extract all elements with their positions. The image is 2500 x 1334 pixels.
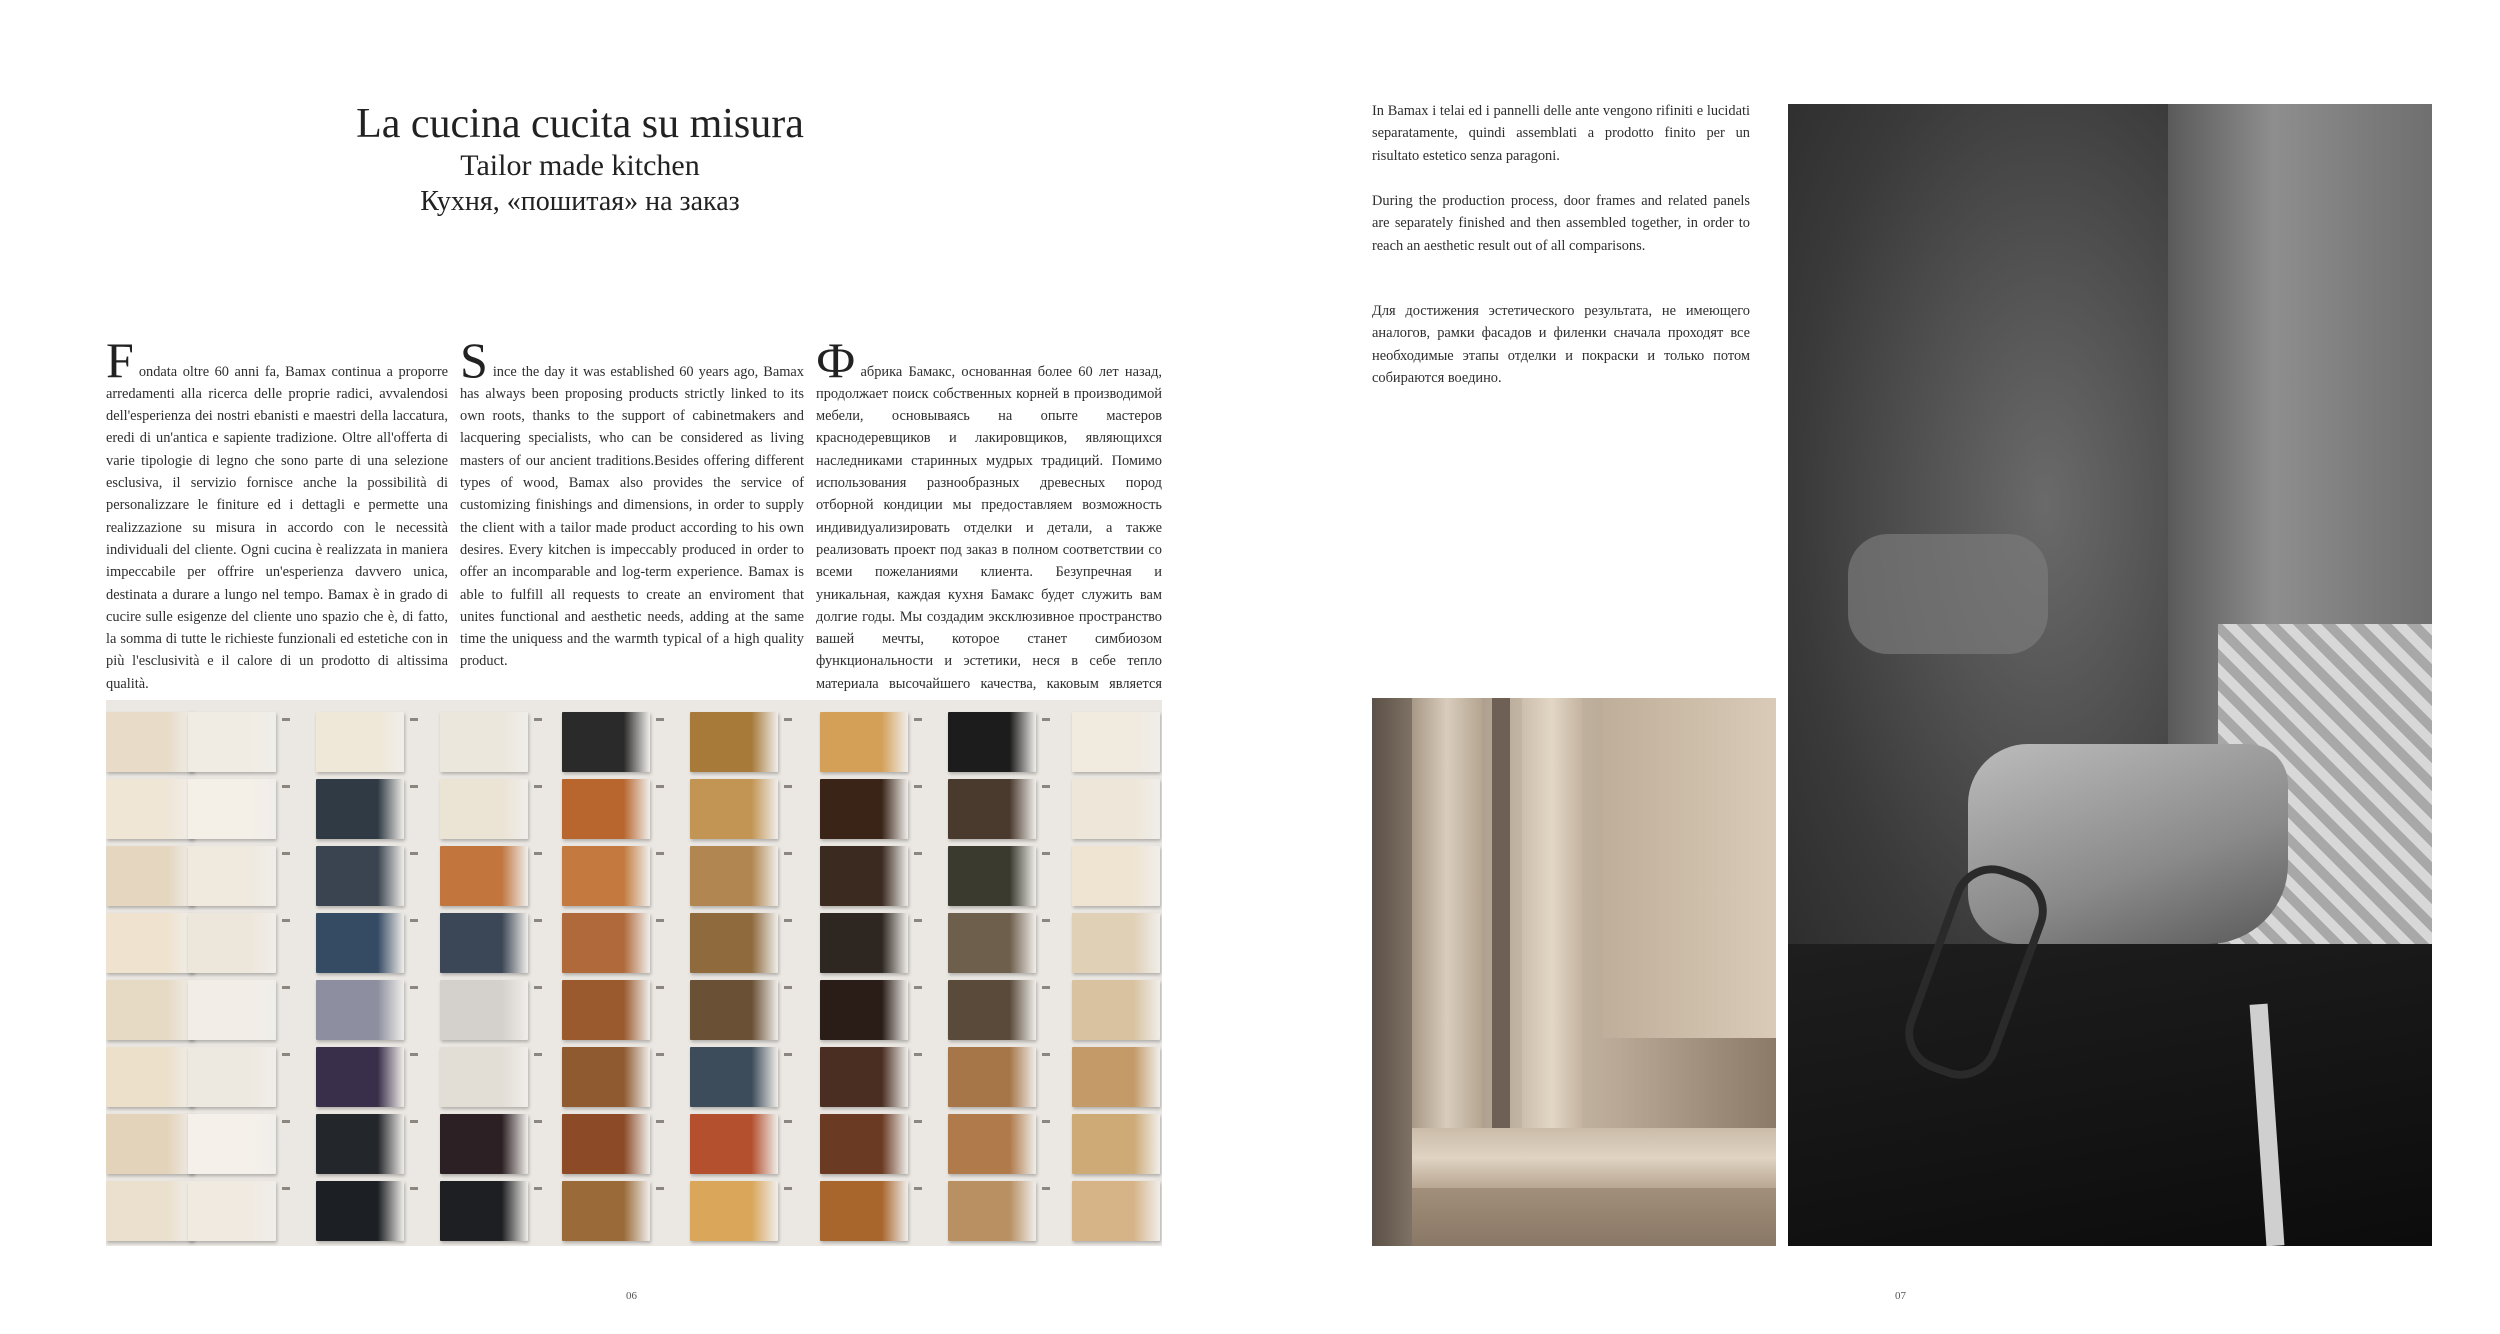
title-italian: La cucina cucita su misura	[356, 101, 804, 147]
sample-code-tag	[656, 852, 664, 855]
wood-sample-swatch	[562, 1114, 650, 1174]
wood-sample-swatch	[188, 779, 276, 839]
sample-code-tag	[914, 1187, 922, 1190]
sample-code-tag	[534, 1120, 542, 1123]
title-english: Tailor made kitchen	[460, 149, 700, 182]
wood-sample-swatch	[316, 846, 404, 906]
wood-sample-swatch	[188, 1114, 276, 1174]
wood-sample-swatch	[316, 1047, 404, 1107]
sample-code-tag	[1042, 852, 1050, 855]
wood-sample-swatch	[1072, 1047, 1160, 1107]
wood-sample-swatch	[820, 846, 908, 906]
wood-sample-swatch	[562, 1181, 650, 1241]
wood-sample-swatch	[690, 779, 778, 839]
wood-sample-swatch	[1072, 913, 1160, 973]
sample-code-tag	[914, 718, 922, 721]
sample-code-tag	[534, 785, 542, 788]
wood-sample-swatch	[440, 1114, 528, 1174]
wood-sample-swatch	[440, 980, 528, 1040]
english-text: ince the day it was established 60 years ago, Bamax has always been proposing products strictly linked to its own roots, thanks to the support of cabinetmakers and lacquering specialists, who can be considered as living masters of our ancient traditions.Besides offering different types of wood, Bamax also provides the service of customizing finishings and dimensions, in order to supply the client with a tailor made product according to his own desires. Every kitchen is impeccably produced in order to offer an incomparable and log-term experience. Bamax is able to fulfill all requests to create an enviroment that unites functional and aesthetic needs, adding at the same time the uniquess and the warmth typical of a high quality product.	[460, 363, 804, 670]
wood-sample-swatch	[948, 1181, 1036, 1241]
sample-code-tag	[410, 919, 418, 922]
sample-code-tag	[784, 1120, 792, 1123]
sample-code-tag	[534, 986, 542, 989]
wood-sample-swatch	[948, 1114, 1036, 1174]
wood-sample-swatch	[690, 712, 778, 772]
wood-sample-swatch	[1072, 779, 1160, 839]
sample-code-tag	[410, 986, 418, 989]
sample-code-tag	[534, 1187, 542, 1190]
wood-sample-swatch	[316, 913, 404, 973]
wood-sample-swatch	[562, 1047, 650, 1107]
sample-code-tag	[282, 1120, 290, 1123]
sample-code-tag	[656, 986, 664, 989]
sample-code-tag	[282, 1187, 290, 1190]
wood-sample-swatch	[1072, 846, 1160, 906]
wood-sample-swatch	[690, 1047, 778, 1107]
wood-sample-swatch	[948, 712, 1036, 772]
wood-sample-swatch	[440, 846, 528, 906]
sample-code-tag	[784, 919, 792, 922]
sample-code-tag	[914, 852, 922, 855]
page-number-left: 06	[626, 1290, 637, 1302]
sample-code-tag	[534, 1053, 542, 1056]
russian-column	[816, 316, 1162, 717]
wood-sample-swatch	[820, 1181, 908, 1241]
wood-sample-swatch	[106, 779, 194, 839]
wood-sample-swatch	[562, 980, 650, 1040]
sample-code-tag	[656, 718, 664, 721]
sample-code-tag	[914, 986, 922, 989]
wood-sample-swatch	[106, 712, 194, 772]
sample-code-tag	[784, 1053, 792, 1056]
wood-sample-swatch	[440, 779, 528, 839]
sample-code-tag	[1042, 1120, 1050, 1123]
sample-code-tag	[656, 785, 664, 788]
wood-finish-samples-photo	[106, 700, 1162, 1246]
sample-code-tag	[784, 986, 792, 989]
wood-sample-swatch	[820, 1047, 908, 1107]
sample-code-tag	[534, 919, 542, 922]
wood-sample-swatch	[690, 1114, 778, 1174]
craftsman-cutting-fabric-bw-photo	[1788, 104, 2432, 1246]
wood-sample-swatch	[820, 779, 908, 839]
right-text-english: During the production process, door frames and related panels are separately finished and then assembled together, in order to reach an aesthetic result out of all comparisons.	[1372, 193, 1750, 254]
wood-sample-swatch	[1072, 712, 1160, 772]
wood-sample-swatch	[106, 980, 194, 1040]
sample-code-tag	[784, 1187, 792, 1190]
sample-code-tag	[1042, 1187, 1050, 1190]
wood-sample-swatch	[316, 712, 404, 772]
wood-sample-swatch	[820, 980, 908, 1040]
sample-code-tag	[914, 919, 922, 922]
sample-code-tag	[282, 986, 290, 989]
sample-code-tag	[784, 718, 792, 721]
wood-sample-swatch	[188, 980, 276, 1040]
wood-sample-swatch	[948, 913, 1036, 973]
dropcap-english: S	[460, 332, 488, 389]
wood-sample-swatch	[188, 1181, 276, 1241]
wood-sample-swatch	[948, 846, 1036, 906]
italian-text: ondata oltre 60 anni fa, Bamax continua a proporre arredamenti alla ricerca delle proprie radici, avvalendosi dell'esperienza dei nostri ebanisti e maestri della laccatura, eredi di un'antica e sapiente tradizione. Oltre all'offerta di varie tipologie di legno che sono parte di una selezione esclusiva, il servizio fornisce anche la possibilità di personalizzare le finiture ed i dettagli e permette una realizzazione su misura in accordo con le necessità individuali del cliente. Ogni cucina è realizzata in maniera impeccabile per offrire un'esperienza davvero unica, destinata a durare a lungo nel tempo. Bamax è in grado di cucire sulle esigenze del cliente uno spazio che è, di fatto, la somma di tutte le richieste funzionali ed estetiche con in più l'esclusività e il calore di un prodotto di altissima qualità.	[106, 363, 448, 692]
wood-sample-swatch	[188, 712, 276, 772]
italian-column	[106, 316, 448, 695]
wood-sample-swatch	[690, 1181, 778, 1241]
wood-sample-swatch	[316, 1181, 404, 1241]
wood-sample-swatch	[820, 913, 908, 973]
sample-code-tag	[656, 1120, 664, 1123]
wood-sample-swatch	[440, 712, 528, 772]
sample-code-tag	[784, 785, 792, 788]
wood-sample-swatch	[562, 846, 650, 906]
right-text-russian: Для достижения эстетического результата, не имеющего аналогов, рамки фасадов и филенки сначала проходят все необходимые этапы отделки и покраски и только потом собираются воедино.	[1372, 303, 1750, 386]
sample-code-tag	[1042, 718, 1050, 721]
sample-code-tag	[410, 718, 418, 721]
wood-sample-swatch	[948, 779, 1036, 839]
wood-sample-swatch	[188, 846, 276, 906]
sample-code-tag	[656, 919, 664, 922]
wood-sample-swatch	[562, 712, 650, 772]
sample-code-tag	[784, 852, 792, 855]
wood-sample-swatch	[188, 1047, 276, 1107]
sample-code-tag	[914, 785, 922, 788]
page-number-right: 07	[1895, 1290, 1906, 1302]
wood-sample-swatch	[188, 913, 276, 973]
sample-code-tag	[534, 718, 542, 721]
wood-sample-swatch	[106, 1114, 194, 1174]
wood-sample-swatch	[440, 1047, 528, 1107]
right-text-italian: In Bamax i telai ed i pannelli delle ante vengono rifiniti e lucidati separatamente, quindi assemblati a prodotto finito per un risultato estetico senza paragoni.	[1372, 103, 1750, 164]
sample-code-tag	[282, 852, 290, 855]
wood-sample-swatch	[106, 913, 194, 973]
wood-sample-swatch	[106, 1181, 194, 1241]
sample-code-tag	[410, 1053, 418, 1056]
title-russian: Кухня, «пошитая» на заказ	[420, 186, 740, 217]
sample-code-tag	[656, 1187, 664, 1190]
sample-code-tag	[282, 785, 290, 788]
wood-sample-swatch	[106, 1047, 194, 1107]
sample-code-tag	[914, 1120, 922, 1123]
wood-sample-swatch	[440, 913, 528, 973]
wood-sample-swatch	[948, 980, 1036, 1040]
wood-sample-swatch	[690, 846, 778, 906]
wood-sample-swatch	[316, 980, 404, 1040]
door-frame-closeup-photo	[1372, 698, 1776, 1246]
dropcap-russian: Ф	[816, 332, 856, 389]
wood-sample-swatch	[316, 779, 404, 839]
dropcap-italian: F	[106, 332, 134, 389]
wood-sample-swatch	[562, 913, 650, 973]
sample-code-tag	[1042, 919, 1050, 922]
wood-sample-swatch	[1072, 1114, 1160, 1174]
russian-text: абрика Бамакс, основанная более 60 лет назад, продолжает поиск собственных корней в производимой мебели, основываясь на опыте мастеров краснодеревщиков и лакировщиков, являющихся наследниками старинных мудрых традиций. Помимо использования разнообразных древесных пород отборной кондиции мы предоставляем возможность индивидуализировать отделки и детали, а также реализовать проект под заказ в полном соответствии со всеми пожеланиями клиента. Безупречная и уникальная, каждая кухня Бамакс будет служить вам долгие годы. Мы создадим эксклюзивное пространство вашей мечты, которое станет симбиозом функциональности и эстетики, неся в себе тепло материала высочайшего качества, каковым является	[816, 363, 1162, 692]
wood-sample-swatch	[1072, 1181, 1160, 1241]
sample-code-tag	[282, 919, 290, 922]
wood-sample-swatch	[948, 1047, 1036, 1107]
wood-sample-swatch	[1072, 980, 1160, 1040]
wood-sample-swatch	[440, 1181, 528, 1241]
sample-code-tag	[1042, 986, 1050, 989]
sample-code-tag	[410, 785, 418, 788]
sample-code-tag	[1042, 1053, 1050, 1056]
wood-sample-swatch	[562, 779, 650, 839]
page-title-block	[250, 100, 910, 220]
wood-sample-swatch	[820, 1114, 908, 1174]
english-column	[460, 316, 804, 673]
sample-code-tag	[282, 718, 290, 721]
sample-code-tag	[534, 852, 542, 855]
sample-code-tag	[410, 1187, 418, 1190]
sample-code-tag	[1042, 785, 1050, 788]
wood-sample-swatch	[690, 980, 778, 1040]
sample-code-tag	[410, 852, 418, 855]
sample-code-tag	[410, 1120, 418, 1123]
wood-sample-swatch	[820, 712, 908, 772]
sample-code-tag	[656, 1053, 664, 1056]
sample-code-tag	[914, 1053, 922, 1056]
sample-code-tag	[282, 1053, 290, 1056]
wood-sample-swatch	[316, 1114, 404, 1174]
wood-sample-swatch	[106, 846, 194, 906]
wood-sample-swatch	[690, 913, 778, 973]
